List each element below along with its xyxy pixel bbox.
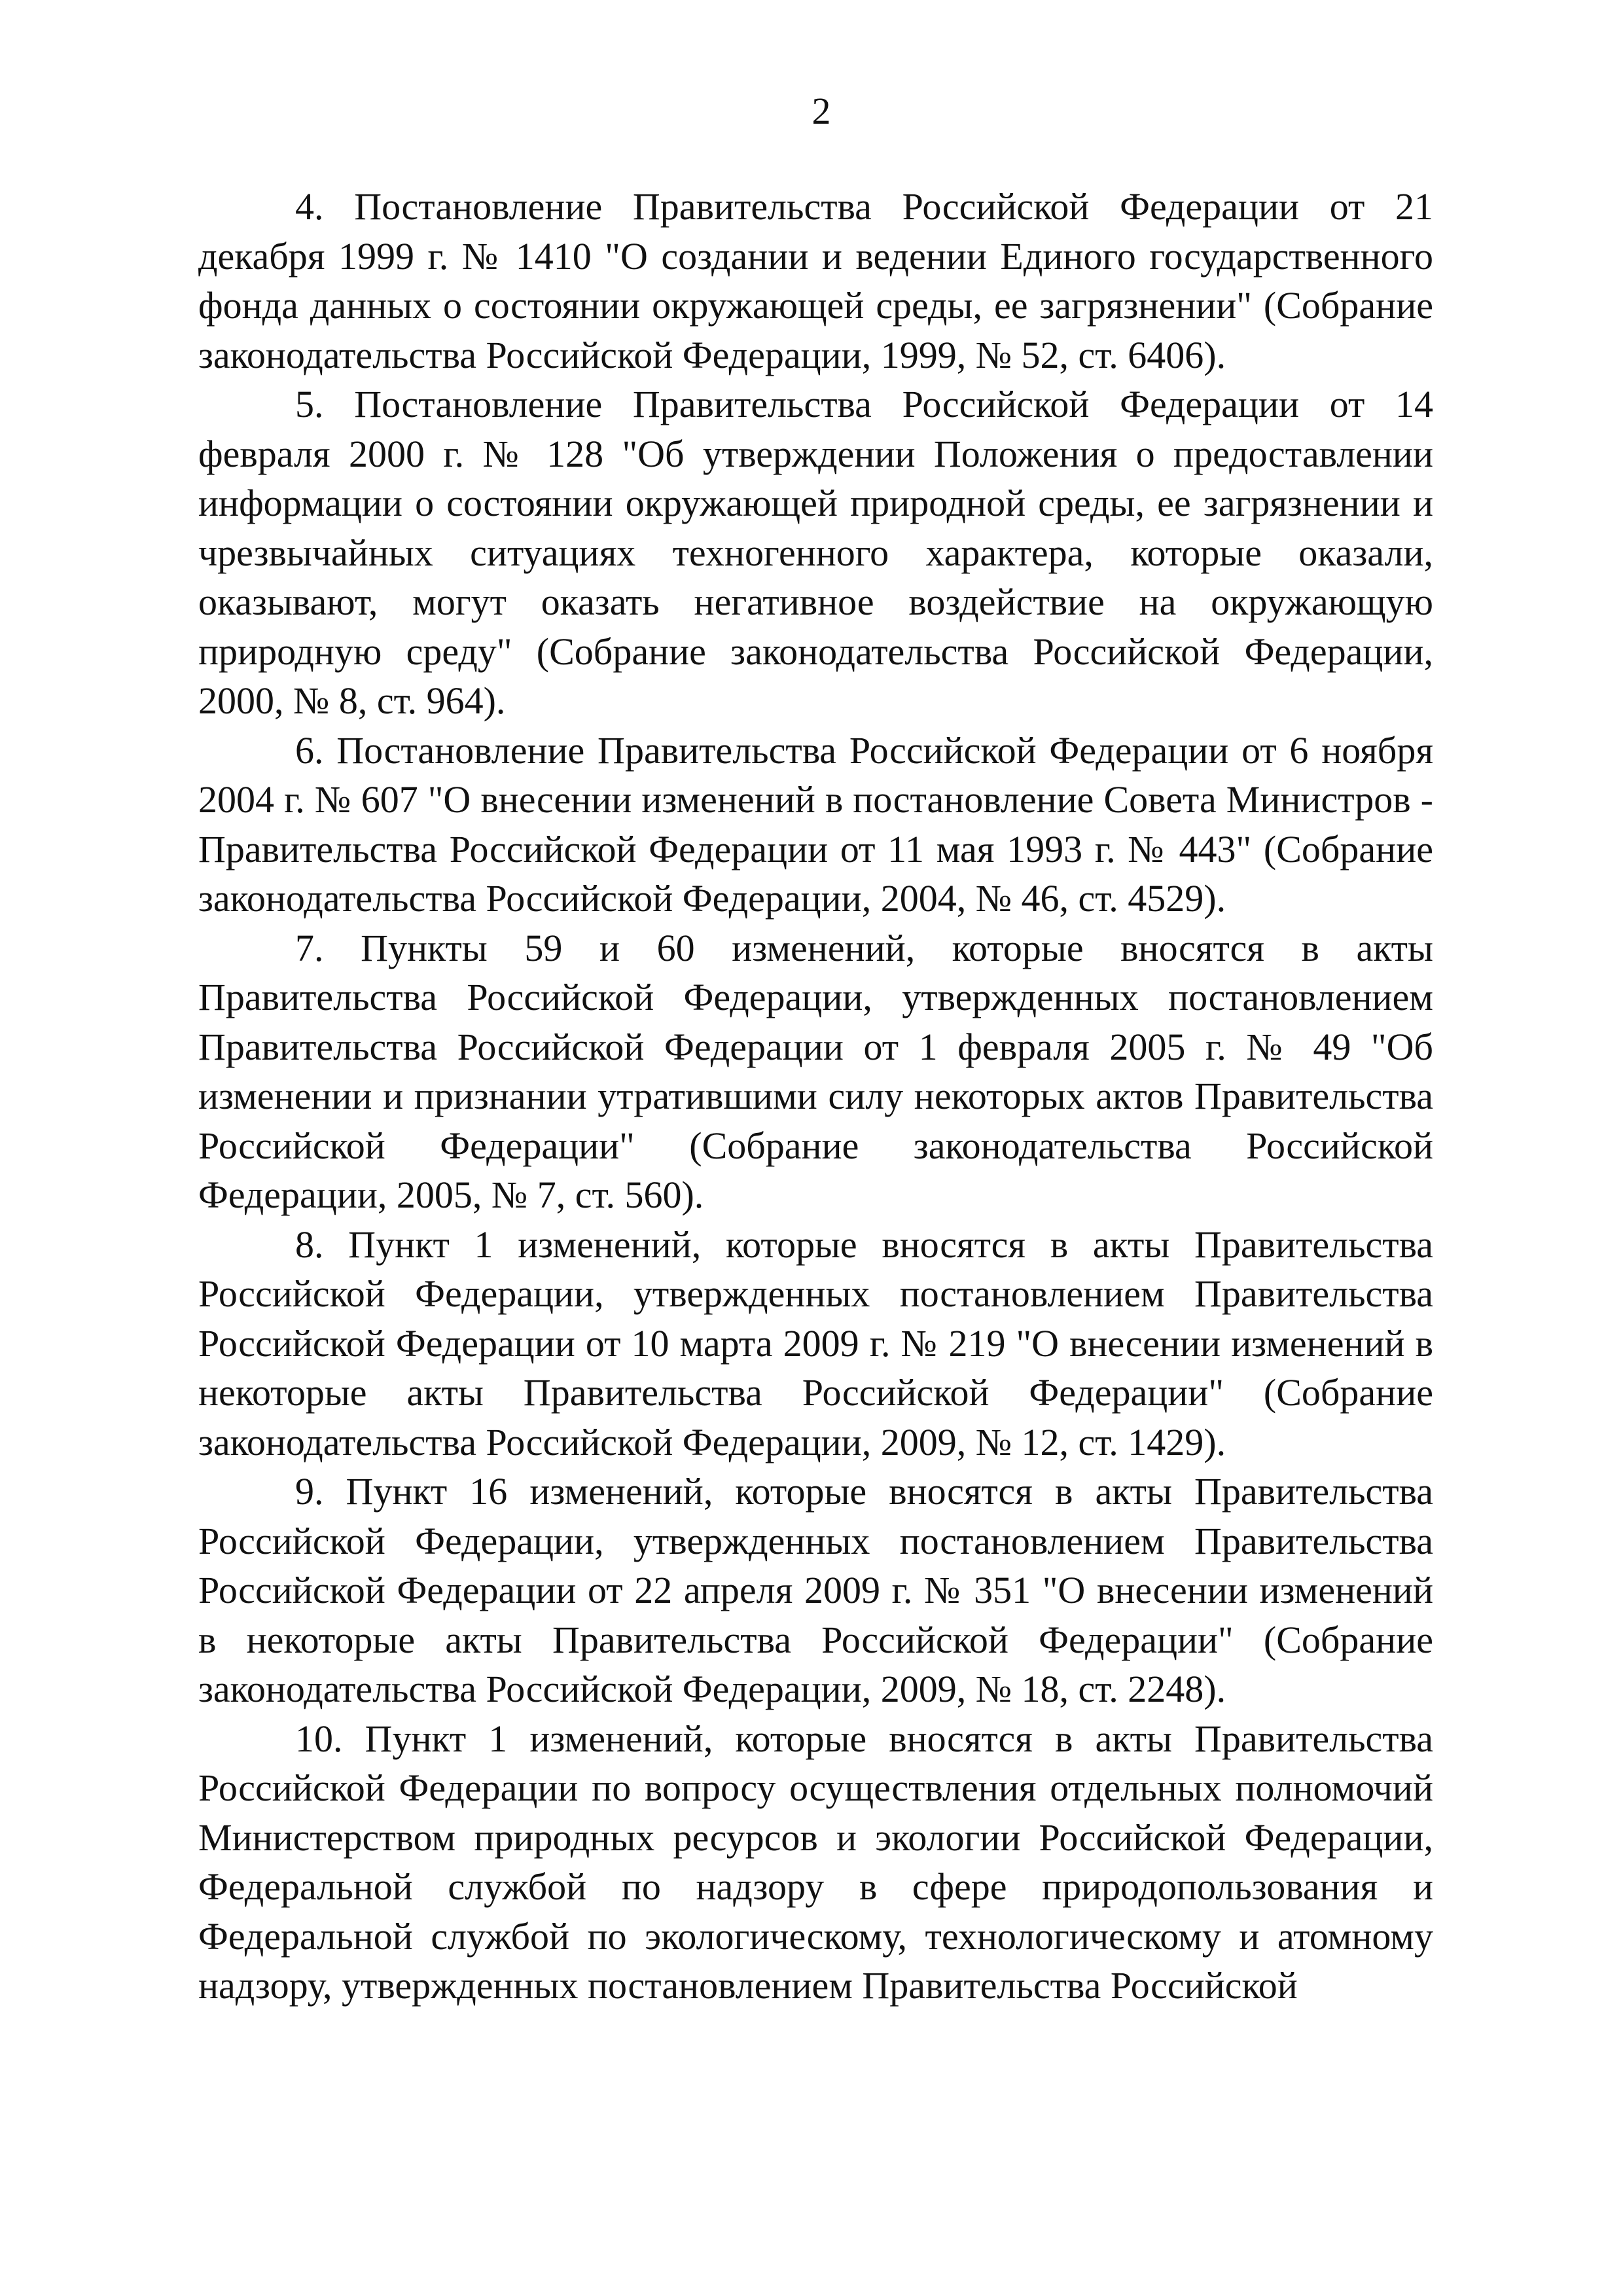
paragraph-item-10: 10. Пункт 1 изменений, которые вносятся в акты Правительства Российской Федерации по вопросу осуществления отдельных полномочий Министерством природных ресурсов и экологии Российской Федерации, Федеральной службой по надзору в сфере природопользования и Федеральной службой по экологическому, технологическому и атомному надзору, утвержденных постановлением Правительства Российской — [198, 1717, 1433, 2007]
paragraph-item-4: 4. Постановление Правительства Российской Федерации от 21 декабря 1999 г. № 1410 "О создании и ведении Единого государственного фонда данных о состоянии окружающей среды, ее загрязнении" (Собрание законодательства Российской Федерации, 1999, № 52, ст. 6406). — [198, 185, 1433, 376]
paragraph-item-8: 8. Пункт 1 изменений, которые вносятся в акты Правительства Российской Федерации, утвержденных постановлением Правительства Российской Федерации от 10 марта 2009 г. № 219 "О внесении изменений в некоторые акты Правительства Российской Федерации" (Собрание законодательства Российской Федерации, 2009, № 12, ст. 1429). — [198, 1223, 1433, 1463]
page-number: 2 — [812, 90, 831, 132]
paragraph-item-9: 9. Пункт 16 изменений, которые вносятся в акты Правительства Российской Федерации, утвержденных постановлением Правительства Российской Федерации от 22 апреля 2009 г. № 351 "О внесении изменений в некоторые акты Правительства Российской Федерации" (Собрание законодательства Российской Федерации, 2009, № 18, ст. 2248). — [198, 1470, 1433, 1710]
paragraph-item-5: 5. Постановление Правительства Российской Федерации от 14 февраля 2000 г. № 128 "Об утверждении Положения о предоставлении информации о состоянии окружающей природной среды, ее загрязнении и чрезвычайных ситуациях техногенного характера, которые оказали, оказывают, могут оказать негативное воздействие на окружающую природную среду" (Собрание законодательства Российской Федерации, 2000, № 8, ст. 964). — [198, 383, 1433, 722]
paragraph-item-6: 6. Постановление Правительства Российской Федерации от 6 ноября 2004 г. № 607 "О внесении изменений в постановление Совета Министров - Правительства Российской Федерации от 11 мая 1993 г. № 443" (Собрание законодательства Российской Федерации, 2004, № 46, ст. 4529). — [198, 728, 1433, 920]
paragraph-item-7: 7. Пункты 59 и 60 изменений, которые вносятся в акты Правительства Российской Федерации, утвержденных постановлением Правительства Российской Федерации от 1 февраля 2005 г. № 49 "Об изменении и признании утратившими силу некоторых актов Правительства Российской Федерации" (Собрание законодательства Российской Федерации, 2005, № 7, ст. 560). — [198, 926, 1433, 1216]
document-body — [198, 182, 1433, 2011]
